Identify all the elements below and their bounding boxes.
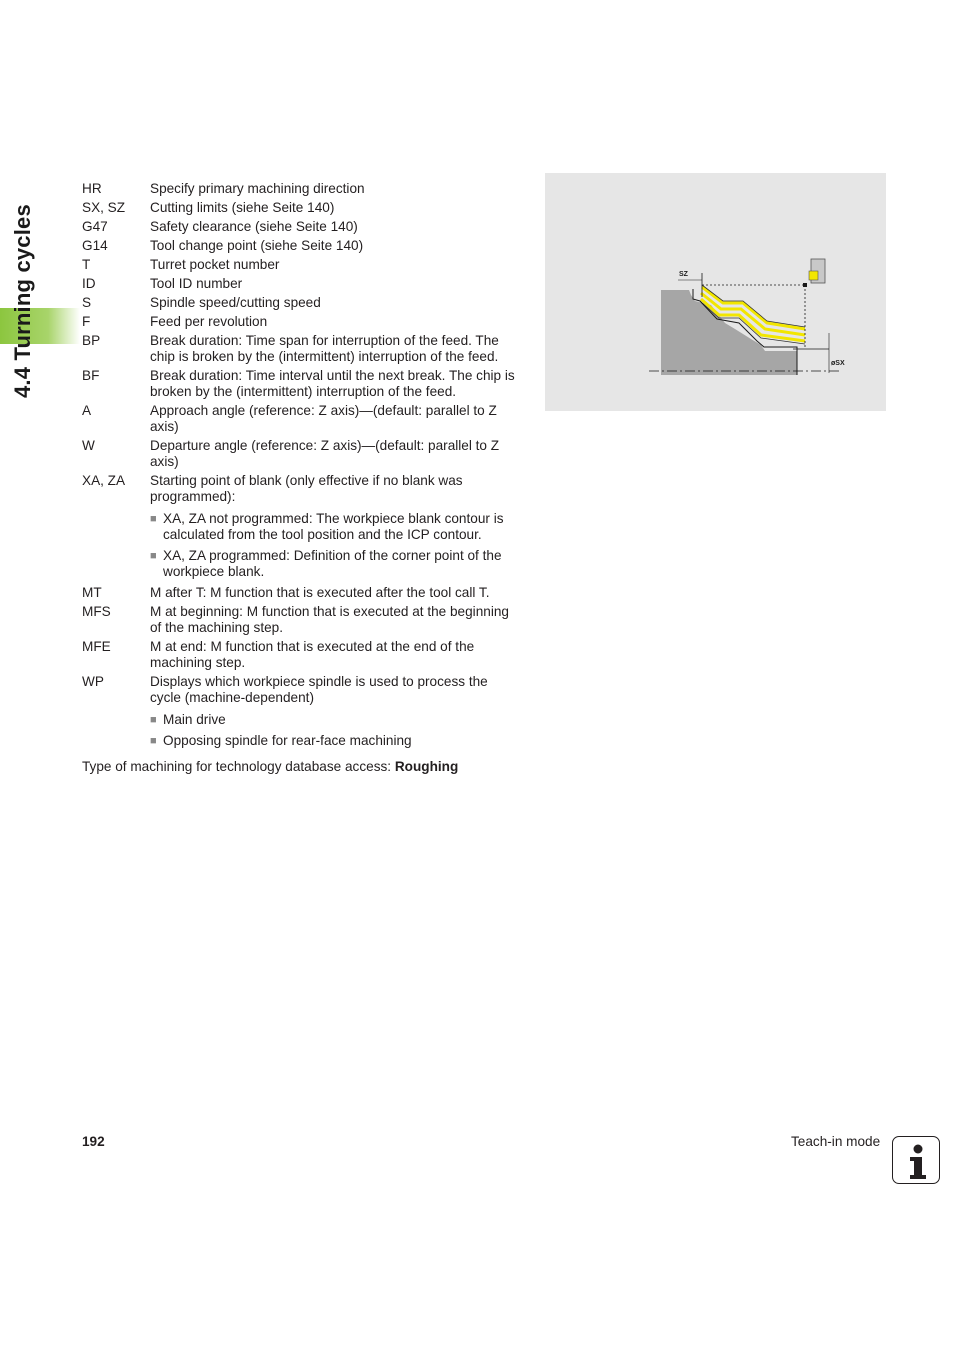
param-key: BF xyxy=(82,368,100,383)
param-desc: Break duration: Time interval until the next break. The chip is broken by the (intermittent) interruption of the feed. xyxy=(150,368,515,399)
bullet-text: XA, ZA not programmed: The workpiece blank contour is calculated from the tool position and the ICP contour. xyxy=(163,511,504,542)
param-key: SX, SZ xyxy=(82,200,126,215)
param-desc: Specify primary machining direction xyxy=(150,181,365,196)
param-row xyxy=(82,276,522,292)
param-row xyxy=(82,238,522,254)
param-desc: M at beginning: M function that is executed at the beginning of the machining step. xyxy=(150,604,509,635)
bullet-text: Main drive xyxy=(163,712,226,727)
param-row xyxy=(82,295,522,311)
param-row xyxy=(82,438,522,470)
chapter-title: 4.4 Turning cycles xyxy=(10,204,35,398)
bullet-text: XA, ZA programmed: Definition of the corner point of the workpiece blank. xyxy=(163,548,502,579)
machining-type: Roughing xyxy=(394,759,459,774)
param-row xyxy=(82,314,522,330)
square-bullet-icon: ■ xyxy=(150,714,157,726)
param-row xyxy=(82,639,522,671)
square-bullet-icon: ■ xyxy=(150,513,157,525)
param-key: T xyxy=(82,257,91,272)
param-row xyxy=(82,585,522,601)
param-key: ID xyxy=(82,276,96,291)
technology-note-text: Type of machining for technology database access: xyxy=(82,759,395,774)
param-key: HR xyxy=(82,181,102,196)
list-item xyxy=(150,733,522,749)
param-key: W xyxy=(82,438,95,453)
param-row xyxy=(82,257,522,273)
start-point-marker xyxy=(803,283,807,287)
param-desc: Departure angle (reference: Z axis)—(default: parallel to Z axis) xyxy=(150,438,500,469)
param-desc: Tool change point (siehe Seite 140) xyxy=(150,238,364,253)
param-desc: Cutting limits (siehe Seite 140) xyxy=(150,200,335,215)
param-desc: M at end: M function that is executed at the end of the machining step. xyxy=(150,639,475,670)
param-desc: Turret pocket number xyxy=(150,257,280,272)
list-item xyxy=(150,712,522,728)
parameter-list xyxy=(82,181,522,775)
param-desc: Tool ID number xyxy=(150,276,243,291)
param-row xyxy=(82,368,522,400)
param-desc: Approach angle (reference: Z axis)—(default: parallel to Z axis) xyxy=(150,403,497,434)
param-key: G14 xyxy=(82,238,108,253)
bullet-text: Opposing spindle for rear-face machining xyxy=(163,733,412,748)
param-row xyxy=(82,200,522,216)
param-desc: Spindle speed/cutting speed xyxy=(150,295,321,310)
param-desc: Break duration: Time span for interruption of the feed. The chip is broken by the (intermittent) interruption of the feed. xyxy=(150,333,499,364)
param-desc: Feed per revolution xyxy=(150,314,268,329)
param-desc: M after T: M function that is executed after the tool call T. xyxy=(150,585,490,600)
roughing-diagram xyxy=(545,173,886,411)
param-row xyxy=(82,473,522,505)
list-item xyxy=(150,548,522,580)
sx-label: øSX xyxy=(831,360,845,367)
technology-note xyxy=(82,759,522,775)
sz-label: SZ xyxy=(679,271,688,278)
param-key: XA, ZA xyxy=(82,473,126,488)
param-key: S xyxy=(82,295,92,310)
param-desc: Starting point of blank (only effective if no blank was programmed): xyxy=(150,473,463,504)
list-item xyxy=(150,511,522,543)
param-key: WP xyxy=(82,674,104,689)
param-row xyxy=(82,604,522,636)
param-row xyxy=(82,219,522,235)
param-key: MT xyxy=(82,585,102,600)
info-icon xyxy=(892,1136,940,1184)
param-key: BP xyxy=(82,333,101,348)
page-number: 192 xyxy=(82,1134,105,1149)
square-bullet-icon: ■ xyxy=(150,550,157,562)
square-bullet-icon: ■ xyxy=(150,735,157,747)
param-desc: Displays which workpiece spindle is used to process the cycle (machine-dependent) xyxy=(150,674,488,705)
param-row xyxy=(82,403,522,435)
param-row xyxy=(82,674,522,706)
footer-section: Teach-in mode xyxy=(791,1134,881,1149)
wp-bullet-list xyxy=(150,712,522,749)
cycle-illustration xyxy=(545,173,886,411)
param-row xyxy=(82,181,522,197)
param-key: F xyxy=(82,314,91,329)
xa-za-bullet-list xyxy=(150,511,522,580)
param-desc: Safety clearance (siehe Seite 140) xyxy=(150,219,358,234)
param-key: MFE xyxy=(82,639,111,654)
tool-insert-icon xyxy=(809,271,818,280)
param-key: A xyxy=(82,403,92,418)
param-key: MFS xyxy=(82,604,111,619)
param-key: G47 xyxy=(82,219,108,234)
param-row xyxy=(82,333,522,365)
